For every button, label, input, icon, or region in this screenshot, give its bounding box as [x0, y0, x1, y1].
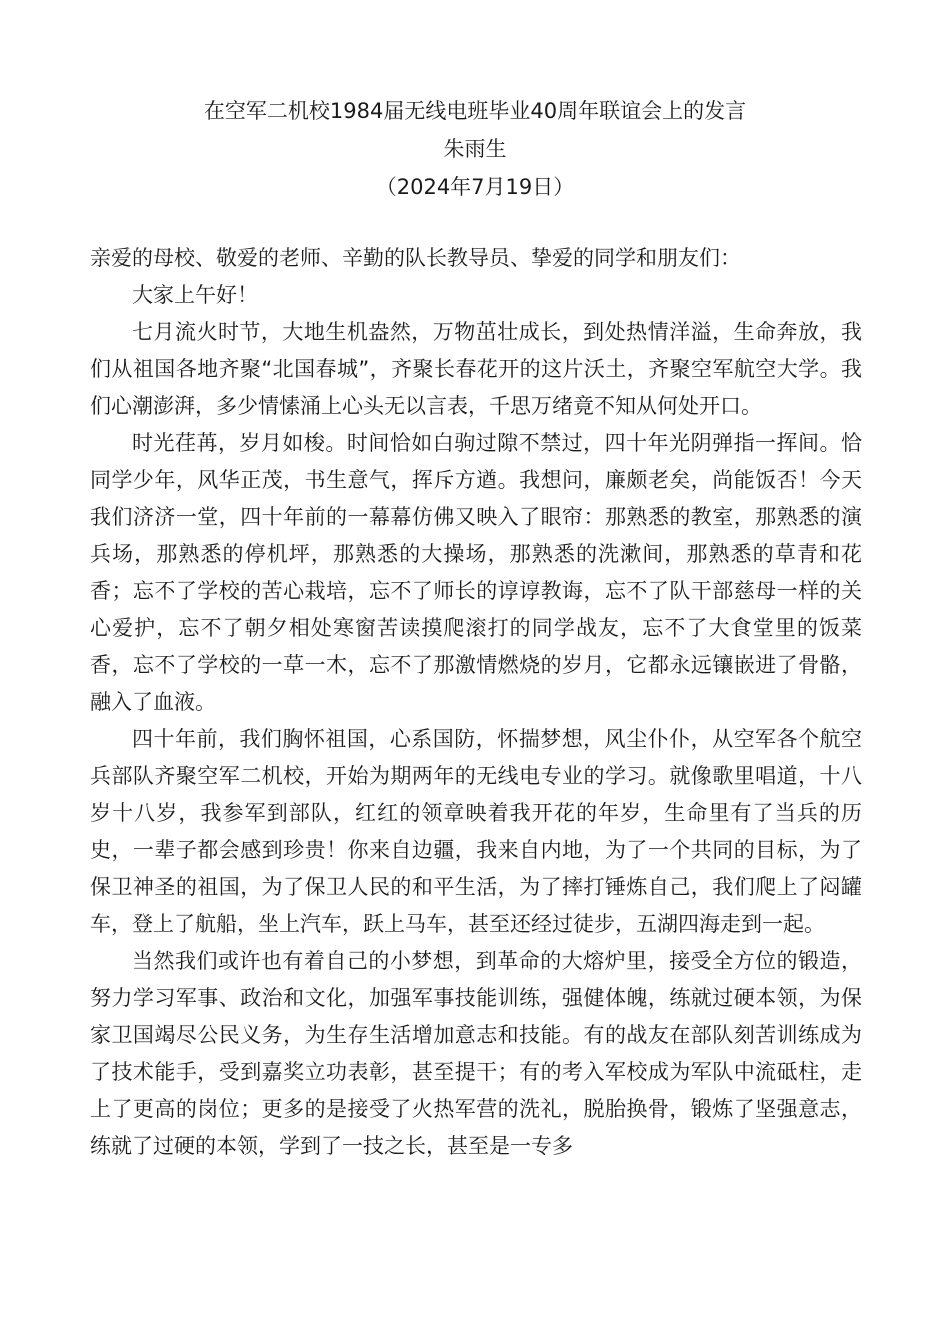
document-body — [90, 240, 862, 1165]
paragraph-greeting: 大家上午好！ — [132, 283, 258, 307]
paragraph: 四十年前，我们胸怀祖国，心系国防，怀揣梦想，风尘仆仆，从空军各个航空兵部队齐聚空军二机校，开始为期两年的无线电专业的学习。就像歌里唱道，十八岁十八岁，我参军到部队，红红的领章映着我开花的年岁，生命里有了当兵的历史，一辈子都会感到珍贵！你来自边疆，我来自内地，为了一个共同的目标，为了保卫神圣的祖国，为了保卫人民的和平生活，为了摔打锤炼自己，我们爬上了闷罐车，登上了航船，坐上汽车，跃上马车，甚至还经过徒步，五湖四海走到一起。 — [90, 727, 862, 936]
document-title: 在空军二机校1984届无线电班毕业40周年联谊会上的发言 — [203, 99, 747, 123]
salutation: 亲爱的母校、敬爱的老师、辛勤的队长教导员、挚爱的同学和朋友们： — [90, 246, 741, 270]
paragraph: 当然我们或许也有着自己的小梦想，到革命的大熔炉里，接受全方位的锻造，努力学习军事、政治和文化，加强军事技能训练，强健体魄，练就过硬本领，为保家卫国竭尽公民义务，为生存生活增加意志和技能。有的战友在部队刻苦训练成为了技术能手，受到嘉奖立功表彰，甚至提干；有的考入军校成为军队中流砥柱，走上了更高的岗位；更多的是接受了火热军营的洗礼，脱胎换骨，锻炼了坚强意志，练就了过硬的本领，学到了一技之长，甚至是一专多 — [90, 949, 862, 1158]
document-author: 朱雨生 — [443, 137, 507, 161]
document-header — [0, 92, 950, 206]
document-date: （2024年7月19日） — [375, 175, 575, 199]
paragraph: 时光荏苒，岁月如梭。时间恰如白驹过隙不禁过，四十年光阴弹指一挥间。恰同学少年，风华正茂，书生意气，挥斥方遒。我想问，廉颇老矣，尚能饭否！今天我们济济一堂，四十年前的一幕幕仿佛又映入了眼帘：那熟悉的教室，那熟悉的演兵场，那熟悉的停机坪，那熟悉的大操场，那熟悉的洗漱间，那熟悉的草青和花香；忘不了学校的苦心栽培，忘不了师长的谆谆教诲，忘不了队干部慈母一样的关心爱护，忘不了朝夕相处寒窗苦读摸爬滚打的同学战友，忘不了大食堂里的饭菜香，忘不了学校的一草一木，忘不了那激情燃烧的岁月，它都永远镶嵌进了骨骼，融入了血液。 — [90, 431, 862, 714]
paragraph: 七月流火时节，大地生机盎然，万物茁壮成长，到处热情洋溢，生命奔放，我们从祖国各地齐聚“北国春城”，齐聚长春花开的这片沃土，齐聚空军航空大学。我们心潮澎湃，多少情愫涌上心头无以言表，千思万绪竟不知从何处开口。 — [90, 320, 862, 418]
